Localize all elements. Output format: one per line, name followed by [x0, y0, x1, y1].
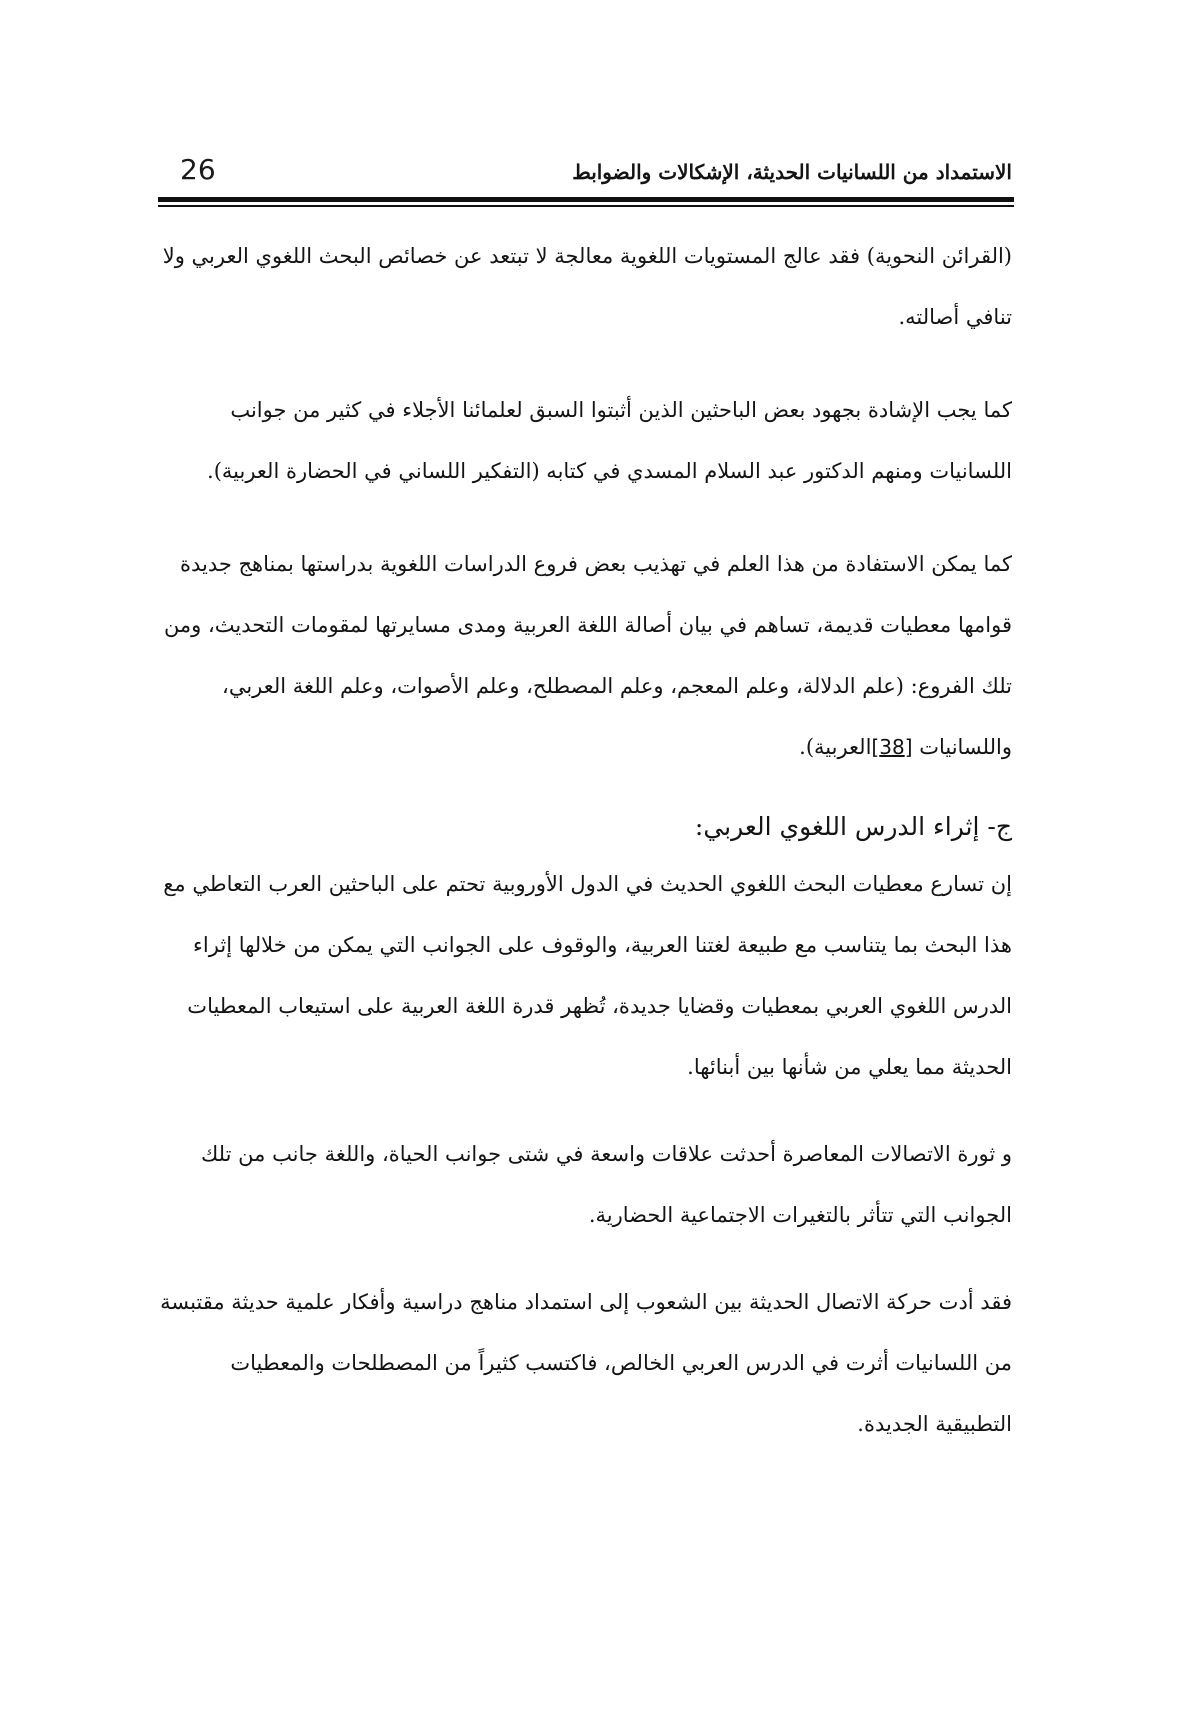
- paragraph-2: كما يجب الإشادة بجهود بعض الباحثين الذين أثبتوا السبق لعلمائنا الأجلاء في كثير من جوانب اللسانيات ومنهم الدكتور عبد السلام المسدي في كتابه (التفكير اللساني في الحضارة العربية).: [207, 398, 1012, 483]
- section-heading: ج- إثراء الدرس اللغوي العربي:: [694, 812, 1012, 841]
- header-rule-thin: [158, 205, 1014, 207]
- body-text: [160, 226, 1012, 1455]
- page-header: [0, 0, 1182, 210]
- footnote-link-38[interactable]: [38]: [871, 735, 913, 759]
- running-title: الاستمداد من اللسانيات الحديثة، الإشكالات والضوابط: [572, 160, 1012, 184]
- header-rule-thick: [158, 197, 1014, 202]
- paragraph-5: و ثورة الاتصالات المعاصرة أحدثت علاقات واسعة في شتى جوانب الحياة، واللغة جانب من تلك الجوانب التي تتأثر بالتغيرات الاجتماعية الحضارية.: [200, 1142, 1012, 1227]
- paragraph-3-end: العربية).: [799, 735, 872, 759]
- paragraph-6: فقد أدت حركة الاتصال الحديثة بين الشعوب إلى استمداد مناهج دراسية وأفكار علمية حديثة مقتبسة من اللسانيات أثرت في الدرس العربي الخالص، فاكتسب كثيراً من المصطلحات والمعطيات التطبيقية الجديدة.: [160, 1290, 1012, 1436]
- paragraph-3: [160, 534, 1012, 778]
- paragraph-3-text: كما يمكن الاستفادة من هذا العلم في تهذيب بعض فروع الدراسات اللغوية بدراستها بمناهج جديدة قوامها معطيات قديمة، تساهم في بيان أصالة اللغة العربية ومدى مسايرتها لمقومات التحديث، ومن تلك الفروع: (علم الدلالة، وعلم المعجم، وعلم المصطلح، وعلم الأصوات، وعلم اللغة العربي، واللسانيات: [163, 552, 1012, 759]
- paragraph-1: (القرائن النحوية) فقد عالج المستويات اللغوية معالجة لا تبتعد عن خصائص البحث اللغوي العربي ولا تنافي أصالته.: [162, 244, 1012, 329]
- paragraph-4: إن تسارع معطيات البحث اللغوي الحديث في الدول الأوروبية تحتم على الباحثين العرب التعاطي مع هذا البحث بما يتناسب مع طبيعة لغتنا العربية، والوقوف على الجوانب التي يمكن من خلالها إثراء الدرس اللغوي العربي بمعطيات وقضايا جديدة، تُظهر قدرة اللغة العربية على استيعاب المعطيات الحديثة مما يعلي من شأنها بين أبنائها.: [163, 872, 1012, 1079]
- page-number: 26: [180, 153, 216, 186]
